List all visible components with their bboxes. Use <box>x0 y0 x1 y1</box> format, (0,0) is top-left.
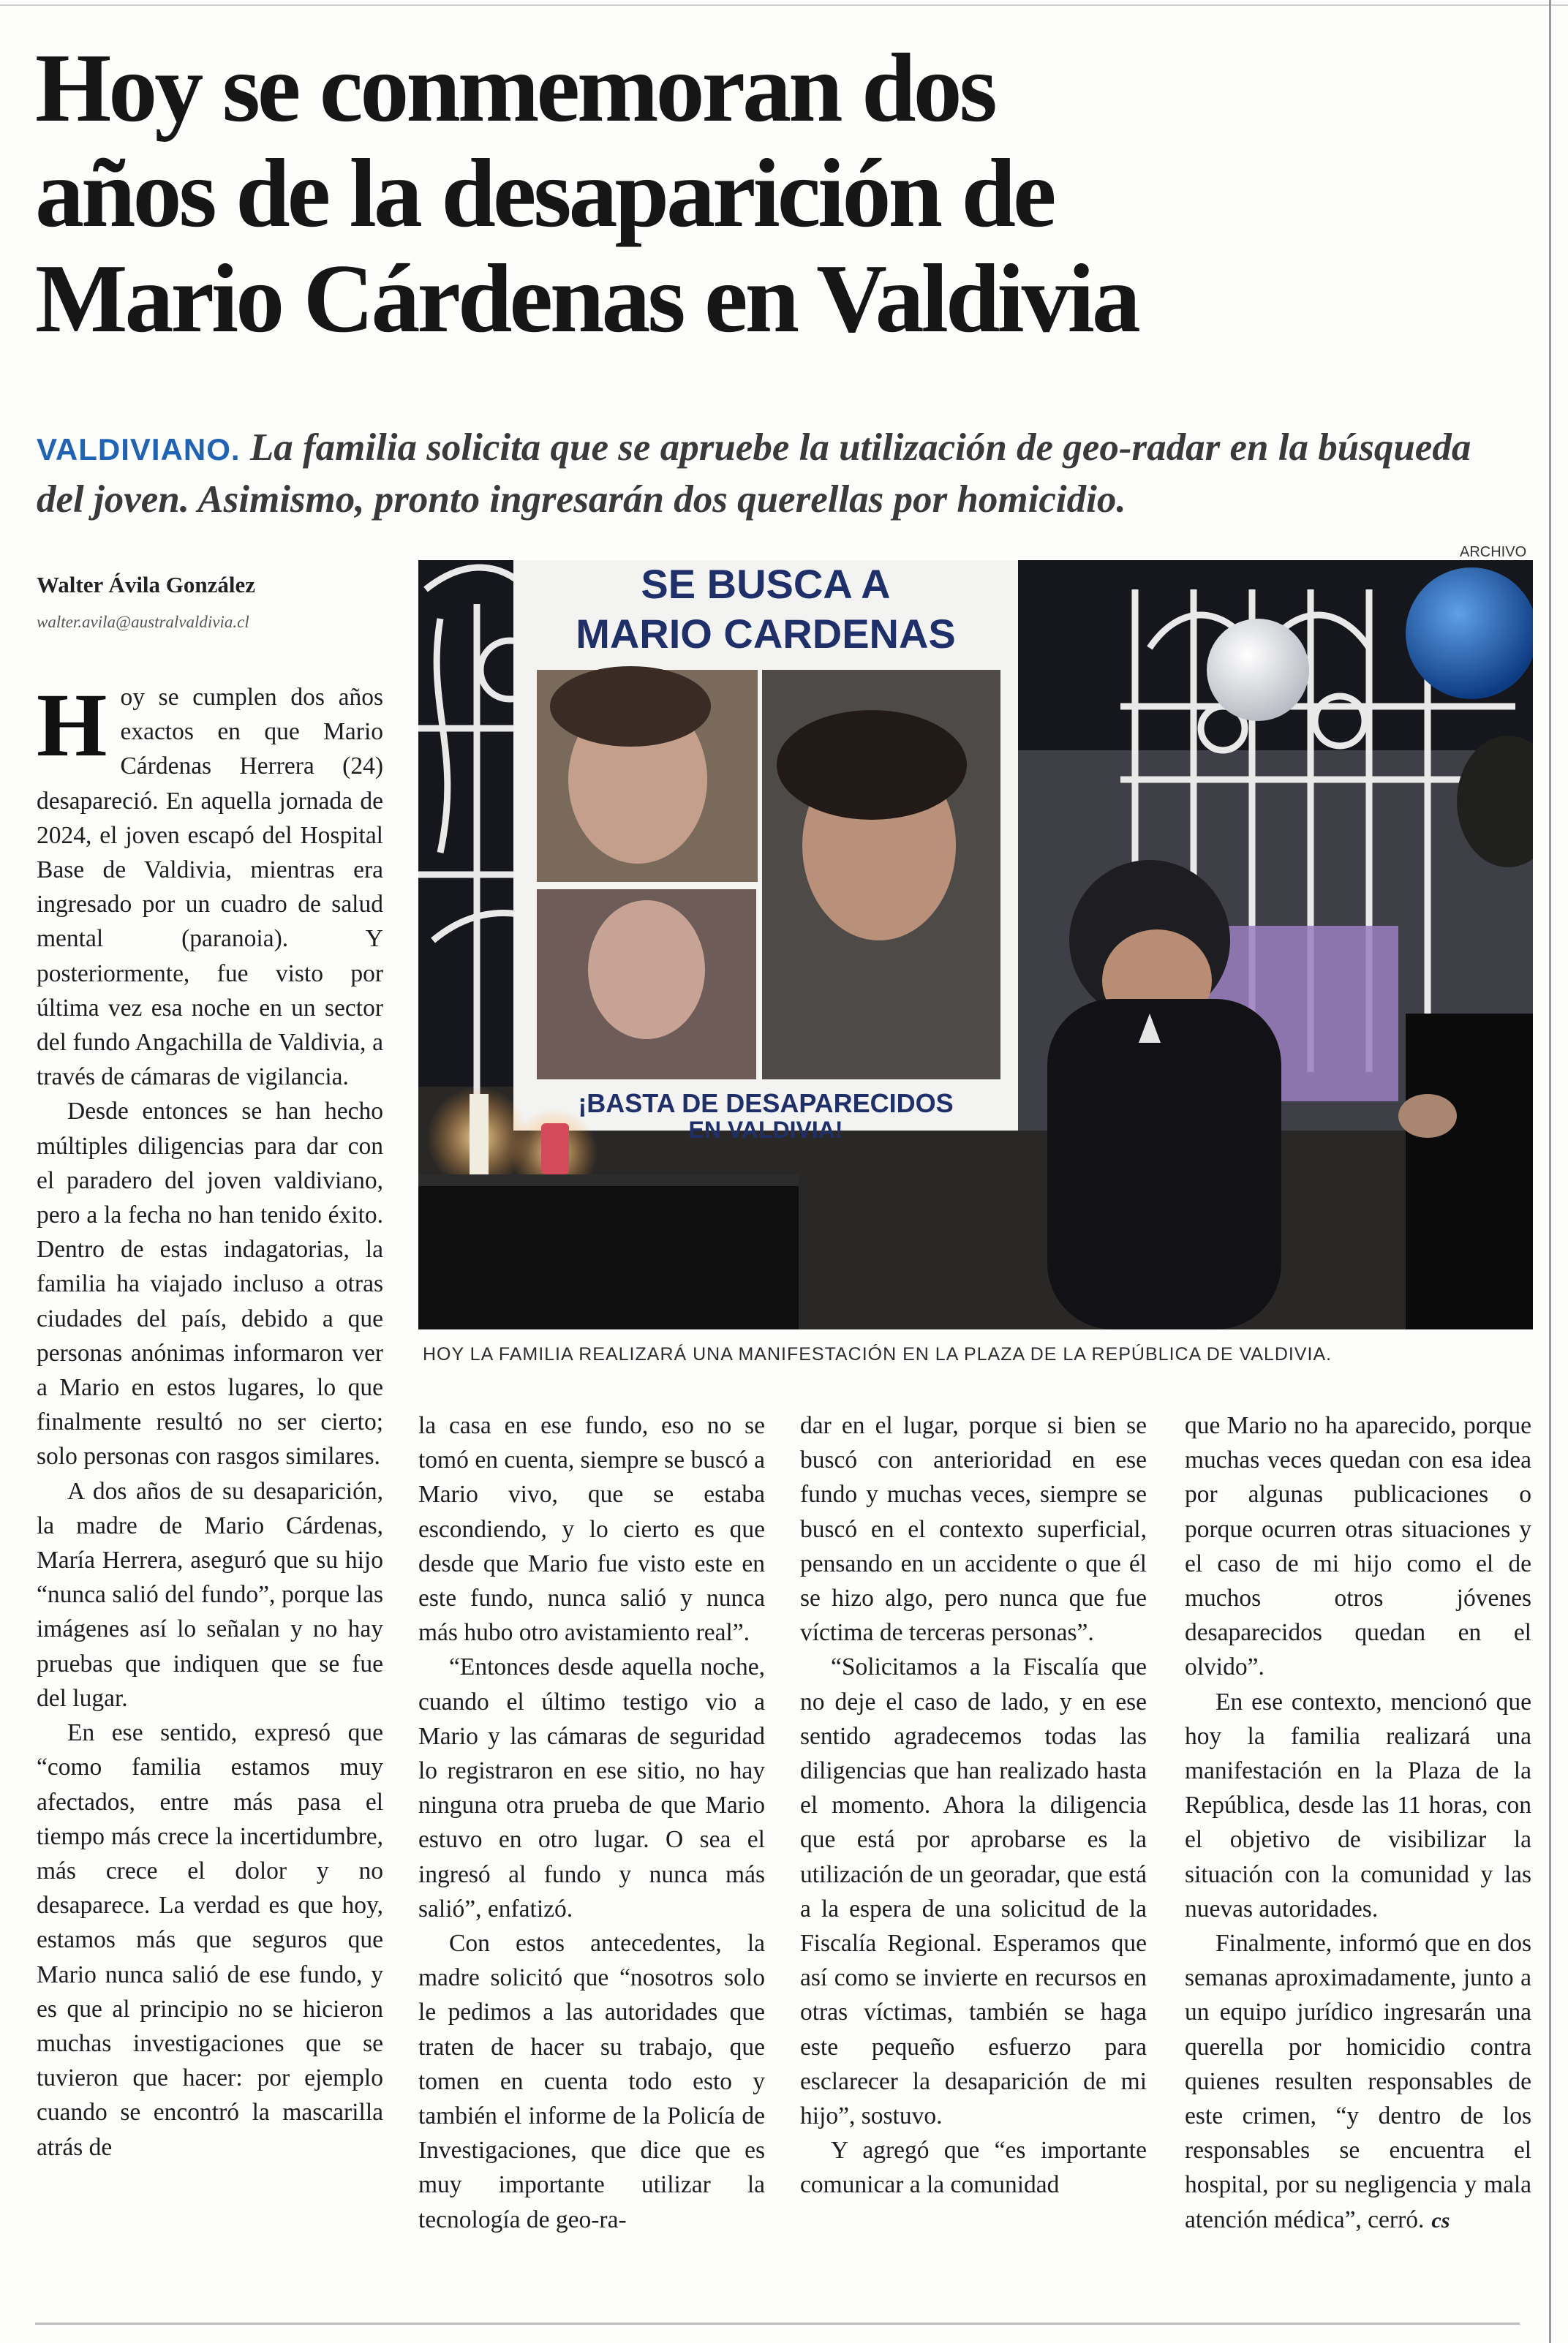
blue-balloon <box>1406 567 1533 699</box>
deck <box>37 423 1521 524</box>
headline <box>35 35 1527 351</box>
section-kicker: VALDIVIANO. <box>37 432 241 467</box>
byline-email: walter.avila@australvaldivia.cl <box>37 613 249 631</box>
poster-bottom-text-2: EN VALDIVIA! <box>688 1117 843 1143</box>
paragraph-final <box>1185 1926 1531 2238</box>
page-edge-rule <box>1549 0 1551 2343</box>
paragraph: Y agregó que “es importante comunicar a la comunidad <box>800 2137 1147 2199</box>
article-column-4 <box>1185 1408 1531 2238</box>
missing-person-poster <box>513 560 1018 1143</box>
headline-line-2: años de la desaparición de <box>35 139 1054 247</box>
end-mark-icon: cs <box>1431 2208 1450 2233</box>
paragraph: En ese contexto, mencionó que hoy la familia realizará una manifestación en la Plaza de la República, desde las 11 horas, con el objetivo de visibilizar la situación con la comunidad y las nuevas autoridades. <box>1185 1688 1531 1923</box>
paragraph: Desde entonces se han hecho múltiples diligencias para dar con el paradero del joven valdiviano, pero a la fecha no han tenido éxito. Dentro de estas indagatorias, la familia ha viajado incluso a otras ciudades del país, debido a que personas anónimas informaron ver a Mario en estos lugares, lo que finalmente resultó no ser cierto; solo personas con rasgos similares. <box>37 1098 383 1471</box>
paragraph: “Solicitamos a la Fiscalía que no deje el caso de lado, y en ese sentido agradecemos todas las diligencias que han realizado hasta el momento. Ahora la diligencia que está por aprobarse es la utilización de un georadar, que está a la espera de una solicitud de la Fiscalía Regional. Esperamos que así como se invierte en recursos en otras víctimas, también se haga este pequeño esfuerzo para esclarecer la desaparición de mi hijo”, sostuvo. <box>800 1653 1147 2130</box>
article-column-3 <box>800 1408 1147 2203</box>
photo-credit: ARCHIVO <box>1460 544 1527 560</box>
article-column-2 <box>418 1408 765 2237</box>
byline-author: Walter Ávila González <box>37 572 256 597</box>
poster-bottom-text-1: ¡BASTA DE DESAPARECIDOS <box>578 1088 954 1118</box>
bottom-rule <box>35 2323 1520 2325</box>
paragraph: que Mario no ha aparecido, porque muchas veces quedan con esa idea por algunas publicaciones o porque ocurren otras situaciones y el caso de mi hijo como el de muchos otros jóvenes desaparecidos quedan en el olvido”. <box>1185 1412 1531 1681</box>
paragraph-lead-text: oy se cumplen dos años exactos en que Mario Cárdenas Herrera (24) desapareció. En aquella jornada de 2024, el joven escapó del Hospital Base de Valdivia, mientras era ingresado por un cuadro de salud mental (paranoia). Y posteriormente, fue visto por última vez esa noche en un sector del fundo Angachilla de Valdivia, a través de cámaras de vigilancia. <box>37 684 383 1091</box>
paragraph: la casa en ese fundo, eso no se tomó en cuenta, siempre se buscó a Mario vivo, que se estaba escondiendo, y lo cierto es que desde que Mario fue visto este en este fundo, nunca salió y nunca más hubo otro avistamiento real”. <box>418 1412 765 1647</box>
paragraph: En ese sentido, expresó que “como familia estamos muy afectados, entre más pasa el tiempo más crece la incertidumbre, más crece el dolor y no desaparece. La verdad es que hoy, estamos más que seguros que Mario nunca salió de ese fundo, y es que al principio no se hicieron muchas investigaciones que se tuvieron que hacer: por ejemplo cuando se encontró la mascarilla atrás de <box>37 1719 383 2161</box>
paragraph: “Entonces desde aquella noche, cuando el último testigo vio a Mario y las cámaras de seguridad lo registraron en ese sitio, no hay ninguna otra prueba de que Mario estuvo en otro lugar. O sea el ingresó al fundo y nunca más salió”, enfatizó. <box>418 1653 765 1923</box>
candle-red <box>541 1123 569 1174</box>
drop-cap: H <box>37 675 108 775</box>
photo-illustration <box>418 560 1533 1329</box>
top-rule <box>0 4 1568 6</box>
photo-caption: HOY LA FAMILIA REALIZARÁ UNA MANIFESTACIÓN EN LA PLAZA DE LA REPÚBLICA DE VALDIVIA. <box>423 1344 1333 1365</box>
paragraph: dar en el lugar, porque si bien se buscó con anterioridad en ese fundo y muchas veces, siempre se buscó en el contexto superficial, pensando en un accidente o que él se hizo algo, pero nunca que fue víctima de terceras personas”. <box>800 1412 1147 1647</box>
headline-line-3: Mario Cárdenas en Valdivia <box>35 244 1138 352</box>
paragraph: A dos años de su desaparición, la madre de Mario Cárdenas, María Herrera, aseguró que su hijo “nunca salió del fundo”, porque las imágenes así lo señalan y no hay pruebas que indiquen que se fue del lugar. <box>37 1477 383 1712</box>
article-column-1 <box>37 675 383 2165</box>
candle-white <box>470 1094 489 1174</box>
poster-name-text: MARIO CARDENAS <box>576 611 956 657</box>
paragraph: Con estos antecedentes, la madre solicitó que “nosotros solo le pedimos a las autoridades que traten de hacer su trabajo, que tomen en cuenta todo esto y también el informe de la Policía de Investigaciones, que dice que es muy importante utilizar la tecnología de geo-ra- <box>418 1930 765 2233</box>
poster-top-text: SE BUSCA A <box>641 561 891 607</box>
paragraph-final-text: Finalmente, informó que en dos semanas aproximadamente, junto a un equipo jurídico ingresarán una querella por homicidio contra quienes resulten responsables de este crimen, “y dentro de los responsables se encuentra el hospital, por su negligencia y mala atención médica”, cerró. <box>1185 1930 1531 2233</box>
white-balloon <box>1207 619 1309 721</box>
deck-text: La familia solicita que se apruebe la utilización de geo-radar en la búsqueda del joven. Asimismo, pronto ingresarán dos querellas por homicidio. <box>37 426 1471 521</box>
article-photo <box>418 560 1533 1329</box>
paragraph-lead <box>37 675 383 1094</box>
headline-line-1: Hoy se conmemoran dos <box>35 34 995 142</box>
